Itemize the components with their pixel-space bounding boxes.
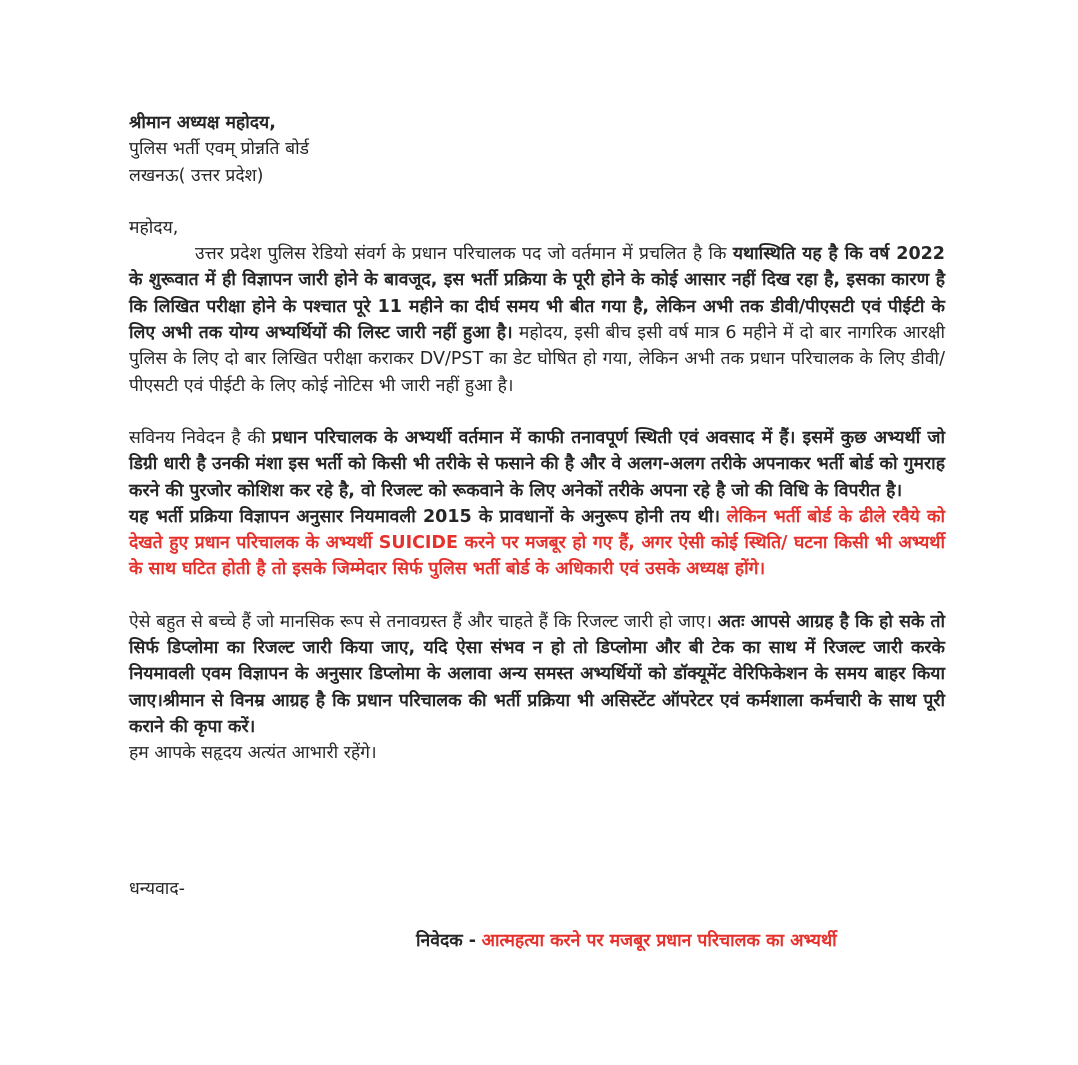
para3-intro: ऐसे बहुत से बच्चे हैं जो मानसिक रूप से तनावग्रस्त हैं और चाहते हैं कि रिजल्ट जारी हो जाए। <box>129 611 712 632</box>
paragraph-3 <box>129 609 945 767</box>
salutation: श्रीमान अध्यक्ष महोदय, <box>129 113 276 133</box>
paragraph-2 <box>129 425 945 583</box>
para1-normal: महोदय, इसी बीच इसी वर्ष मात्र 6 महीने में दो बार नागरिक आरक्षी पुलिस के लिए दो बार लिखित परीक्षा कराकर DV/PST का डेट घोषित हो गया, लेकिन अभी तक प्रधान परिचालक के लिए डीवी/पीएसटी एवं पीईटी के लिए कोई नोटिस भी जारी नहीं हुआ है। <box>129 323 945 396</box>
para3-bold: अतः आपसे आग्रह है कि हो सके तो सिर्फ डिप्लोमा का रिजल्ट जारी किया जाए, यदि ऐसा संभव न हो तो डिप्लोमा और बी टेक का साथ में रिजल्ट जारी करके नियमावली एवम विज्ञापन के अनुसार डिप्लोमा के अलावा अन्य समस्त अभ्यर्थियों को डॉक्यूमेंट वेरिफिकेशन के समय बाहर किया जाए।श्रीमान से विनम्र आग्रह है कि प्रधान परिचालक की भर्ती प्रक्रिया भी असिस्टेंट ऑपरेटर एवं कर्मशाला कर्मचारी के साथ पूरी कराने की कृपा करें। <box>129 611 945 737</box>
address-line-2: लखनऊ( उत्तर प्रदेश) <box>129 165 264 186</box>
letter-body <box>129 110 945 767</box>
para2-intro: सविनय निवेदन है की <box>129 427 266 448</box>
para2-bold-2: यह भर्ती प्रक्रिया विज्ञापन अनुसार नियमावली 2015 के प्रावधानों के अनुरूप होनी तय थी। <box>129 506 721 527</box>
para2-red: लेकिन भर्ती बोर्ड के ढीले रवैये को देखते हुए प्रधान परिचालक के अभ्यर्थी SUICIDE करने पर मजबूर हो गए हैं, अगर ऐसी कोई स्थिति/ घटना किसी भी अभ्यर्थी के साथ घटित होती है तो इसके जिम्मेदार सिर्फ पुलिस भर्ती बोर्ड के अधिकारी एवं उसके अध्यक्ष होंगे। <box>129 506 945 580</box>
para3-end: हम आपके सहृदय अत्यंत आभारी रहेंगे। <box>129 743 377 764</box>
para1-bold: यथास्थिति यह है कि वर्ष 2022 के शुरूवात में ही विज्ञापन जारी होने के बावजूद, इस भर्ती प्रक्रिया के पूरी होने के कोई आसार नहीं दिख रहा है, इसका कारण है कि लिखित परीक्षा होने के पश्चात पूरे 11 महीने का दीर्घ समय भी बीत गया है, लेकिन अभी तक डीवी/पीएसटी एवं पीईटी के लिए अभी तक योग्य अभ्यर्थियों की लिस्ट जारी नहीं हुआ है। <box>129 244 945 344</box>
address-line-1: पुलिस भर्ती एवम् प्रोन्नति बोर्ड <box>129 139 309 160</box>
signature-label: निवेदक - <box>416 931 477 951</box>
para1-intro: उत्तर प्रदेश पुलिस रेडियो संवर्ग के प्रधान परिचालक पद जो वर्तमान में प्रचलित है कि <box>195 244 727 265</box>
para2-bold: प्रधान परिचालक के अभ्यर्थी वर्तमान में काफी तनावपूर्ण स्थिती एवं अवसाद में हैं। इसमें कुछ अभ्यर्थी जो डिग्री धारी है उनकी मंशा इस भर्ती को किसी भी तरीके से फसाने की है और वे अलग-अलग तरीके अपनाकर भर्ती बोर्ड को गुमराह करने की पुरजोर कोशिश कर रहे है, वो रिजल्ट को रूकवाने के लिए अनेकों तरीके अपना रहे है जो की विधि के विपरीत है। <box>129 427 945 501</box>
greeting: महोदय, <box>129 217 179 238</box>
signature <box>416 928 837 954</box>
signature-text: आत्महत्या करने पर मजबूर प्रधान परिचालक का अभ्यर्थी <box>481 931 837 951</box>
paragraph-1 <box>129 241 945 399</box>
thanks-text: धन्यवाद- <box>129 879 185 899</box>
